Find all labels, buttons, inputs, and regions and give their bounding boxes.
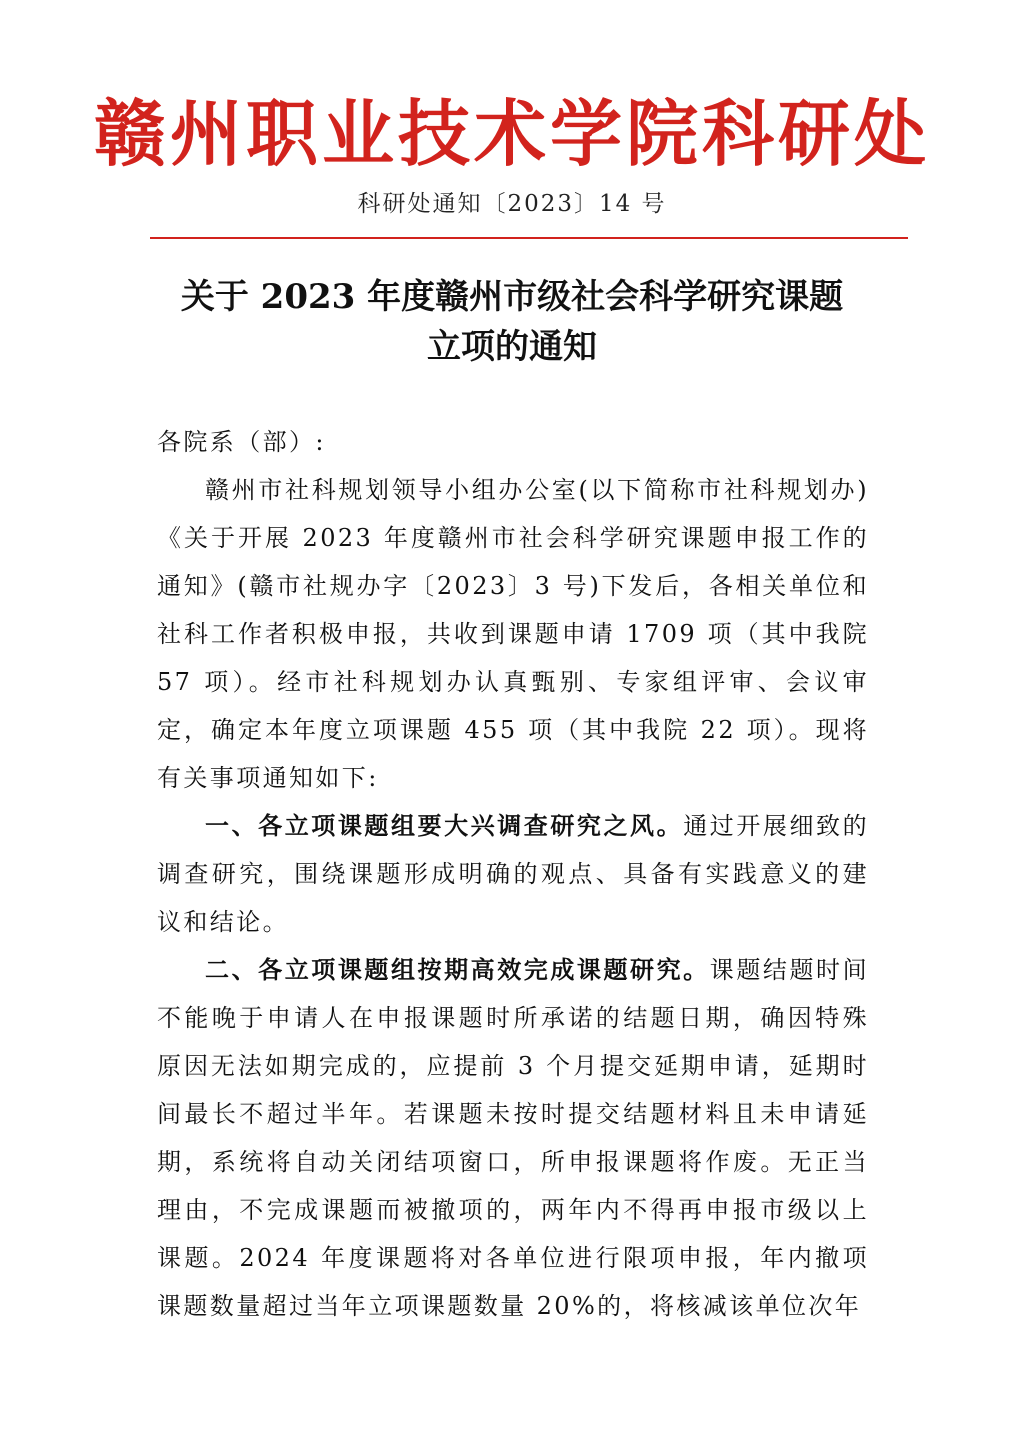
item-2-text: 课题结题时间不能晚于申请人在申报课题时所承诺的结题日期，确因特殊原因无法如期完成的，应提前 3 个月提交延期申请，延期时间最长不超过半年。若课题未按时提交结题材料且未申请延期，系统将自动关闭结项窗口，所申报课题将作废。无正当理由，不完成课题而被撤项的，两年内不得再申报市级以上课题。2024 年度课题将对各单位进行限项申报，年内撤项课题数量超过当年立项课题数量 20%的，将核减该单位次年 xyxy=(157,956,869,1320)
header-rule xyxy=(150,237,908,239)
paragraph-item-1 xyxy=(157,802,869,946)
salutation: 各院系（部）: xyxy=(157,428,326,456)
item-1-heading: 一、各立项课题组要大兴调查研究之风。 xyxy=(205,811,684,840)
paragraph-item-2 xyxy=(157,946,869,1330)
doc-title xyxy=(120,272,904,372)
doc-title-line2: 立项的通知 xyxy=(427,327,597,367)
doc-title-line1: 关于 2023 年度赣州市级社会科学研究课题 xyxy=(180,277,844,317)
item-2-heading: 二、各立项课题组按期高效完成课题研究。 xyxy=(205,955,710,984)
org-title: 赣州职业技术学院科研处 xyxy=(93,91,930,176)
item-1-text: 通过开展细致的调查研究，围绕课题形成明确的观点、具备有实践意义的建议和结论。 xyxy=(157,812,869,936)
doc-number: 科研处通知〔2023〕14 号 xyxy=(357,191,667,217)
body-text xyxy=(157,418,869,1330)
paragraph-intro: 赣州市社科规划领导小组办公室(以下简称市社科规划办)《关于开展 2023 年度赣州市社会科学研究课题申报工作的通知》(赣市社规办字〔2023〕3 号)下发后，各相关单位和社科工作者积极申报，共收到课题申请 1709 项（其中我院 57 项）。经市社科规划办认真甄别、专家组评审、会议审定，确定本年度立项课题 455 项（其中我院 22 项）。现将有关事项通知如下: xyxy=(157,476,869,792)
